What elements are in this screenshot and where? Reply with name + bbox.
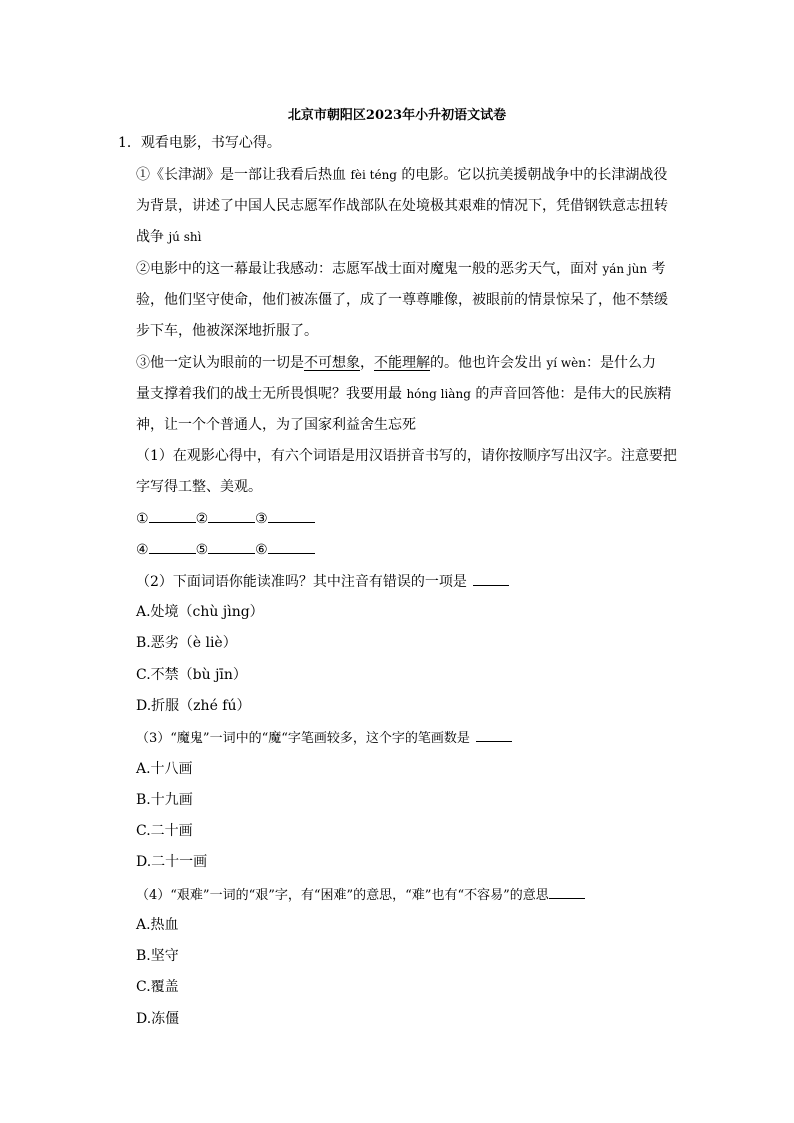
paragraph-2-line-1 [136,259,666,279]
blank-label-1: ① [136,511,149,527]
option-3d[interactable]: D.二十一画 [136,854,208,870]
option-4c[interactable]: C.覆盖 [136,979,179,995]
paragraph-1-text-b: 的电影。它以抗美援朝战争中的长津湖战役 [396,167,668,183]
answer-blanks-row-2 [136,539,315,560]
paragraph-3-line-3: 神，让一个个普通人，为了国家利益舍生忘死 [136,417,416,433]
option-2b[interactable]: B.恶劣（è liè） [136,635,237,651]
option-4a[interactable]: A.热血 [136,917,179,933]
option-3b[interactable]: B.十九画 [136,792,193,808]
blank-label-5: ⑤ [195,542,209,558]
paragraph-3-text-e: ：是什么力 [586,355,656,371]
answer-blank-3[interactable] [268,508,315,523]
paragraph-3-line-2 [136,384,671,404]
answer-blank-6[interactable] [268,539,315,554]
blank-label-4: ④ [136,542,149,558]
option-2d[interactable]: D.折服（zhé fú） [136,698,251,714]
answer-blank-1[interactable] [149,508,196,523]
underlined-word-2: 不能理解 [374,355,430,371]
paragraph-3-text-d: 的。他也许会发出 [430,355,547,371]
option-3a[interactable]: A.十八画 [136,761,193,777]
paragraph-3-text-a: ③他一定认为眼前的一切是 [136,355,304,371]
paragraph-1-line-1 [136,165,667,185]
pinyin-ju-shi: jú shì [168,230,202,244]
question-intro: 1．观看电影，书写心得。 [118,135,281,151]
pinyin-yan-jun: yán jùn [602,262,648,276]
paragraph-2-text-a: ②电影中的这一幕最让我感动：志愿军战士面对魔鬼一般的恶劣天气，面对 [136,261,603,277]
pinyin-hong-liang: hóng liàng [406,387,471,401]
blank-label-6: ⑥ [255,542,268,558]
answer-blank-5[interactable] [208,539,255,554]
sub-question-1-line-1: （1）在观影心得中，有六个词语是用汉语拼音书写的，请你按顺序写出汉字。注意要把 [136,448,677,464]
paragraph-3-text-f: 量支撑着我们的战士无所畏惧呢？我要用最 [136,386,407,402]
option-4d[interactable]: D.冻僵 [136,1011,180,1027]
option-2c[interactable]: C.不禁（bù jīn） [136,667,247,683]
sub-question-3-text: （3）“魔鬼”一词中的“魔“字笔画较多，这个字的笔画数是 [136,731,470,746]
paragraph-1-line-2: 为背景，讲述了中国人民志愿军作战部队在处境极其艰难的情况下，凭借钢铁意志扭转 [136,198,668,214]
blank-label-3: ③ [255,511,268,527]
sub-question-1-line-2: 字写得工整、美观。 [136,479,262,495]
sub-question-4-answer-blank[interactable] [549,884,585,899]
sub-question-2-answer-blank[interactable] [473,571,509,586]
answer-blank-4[interactable] [149,539,196,554]
answer-blanks-row-1 [136,508,315,529]
answer-blank-2[interactable] [208,508,255,523]
paragraph-3-line-1 [136,353,656,373]
page-title: 北京市朝阳区2023年小升初语文试卷 [287,108,507,123]
sub-question-3-answer-blank[interactable] [476,727,512,742]
sub-question-2-text: （2）下面词语你能读准吗？其中注音有错误的一项是 [136,574,467,590]
paragraph-2-line-3: 步下车，他被深深地折服了。 [136,323,318,339]
sub-question-3-stem [136,727,512,749]
pinyin-yi-wen: yí wèn [546,356,586,370]
paragraph-3-comma: ， [360,355,374,371]
paragraph-1-text-c: 战争 [136,229,169,245]
paragraph-3-text-g: 的声音回答他：是伟大的民族精 [470,386,672,402]
paragraph-2-text-b: 考 [647,261,666,277]
underlined-word-1: 不可想象 [304,355,360,371]
paragraph-2-line-2: 验，他们坚守使命，他们被冻僵了，成了一尊尊雕像，被眼前的情景惊呆了，他不禁缓 [136,292,668,308]
paragraph-1-text-a: ①《长津湖》是一部让我看后热血 [136,167,351,183]
sub-question-2-stem [136,571,509,592]
blank-label-2: ② [195,511,209,527]
sub-question-4-text: （4）“艰难”一词的“艰”字，有“困难”的意思，“难”也有“不容易”的意思 [136,888,549,903]
option-3c[interactable]: C.二十画 [136,823,193,839]
sub-question-4-stem [136,884,585,906]
option-2a[interactable]: A.处境（chù jìng） [136,604,264,620]
pinyin-fei-teng: fèi téng [350,168,397,182]
paragraph-1-line-3 [136,227,201,247]
option-4b[interactable]: B.坚守 [136,948,179,964]
